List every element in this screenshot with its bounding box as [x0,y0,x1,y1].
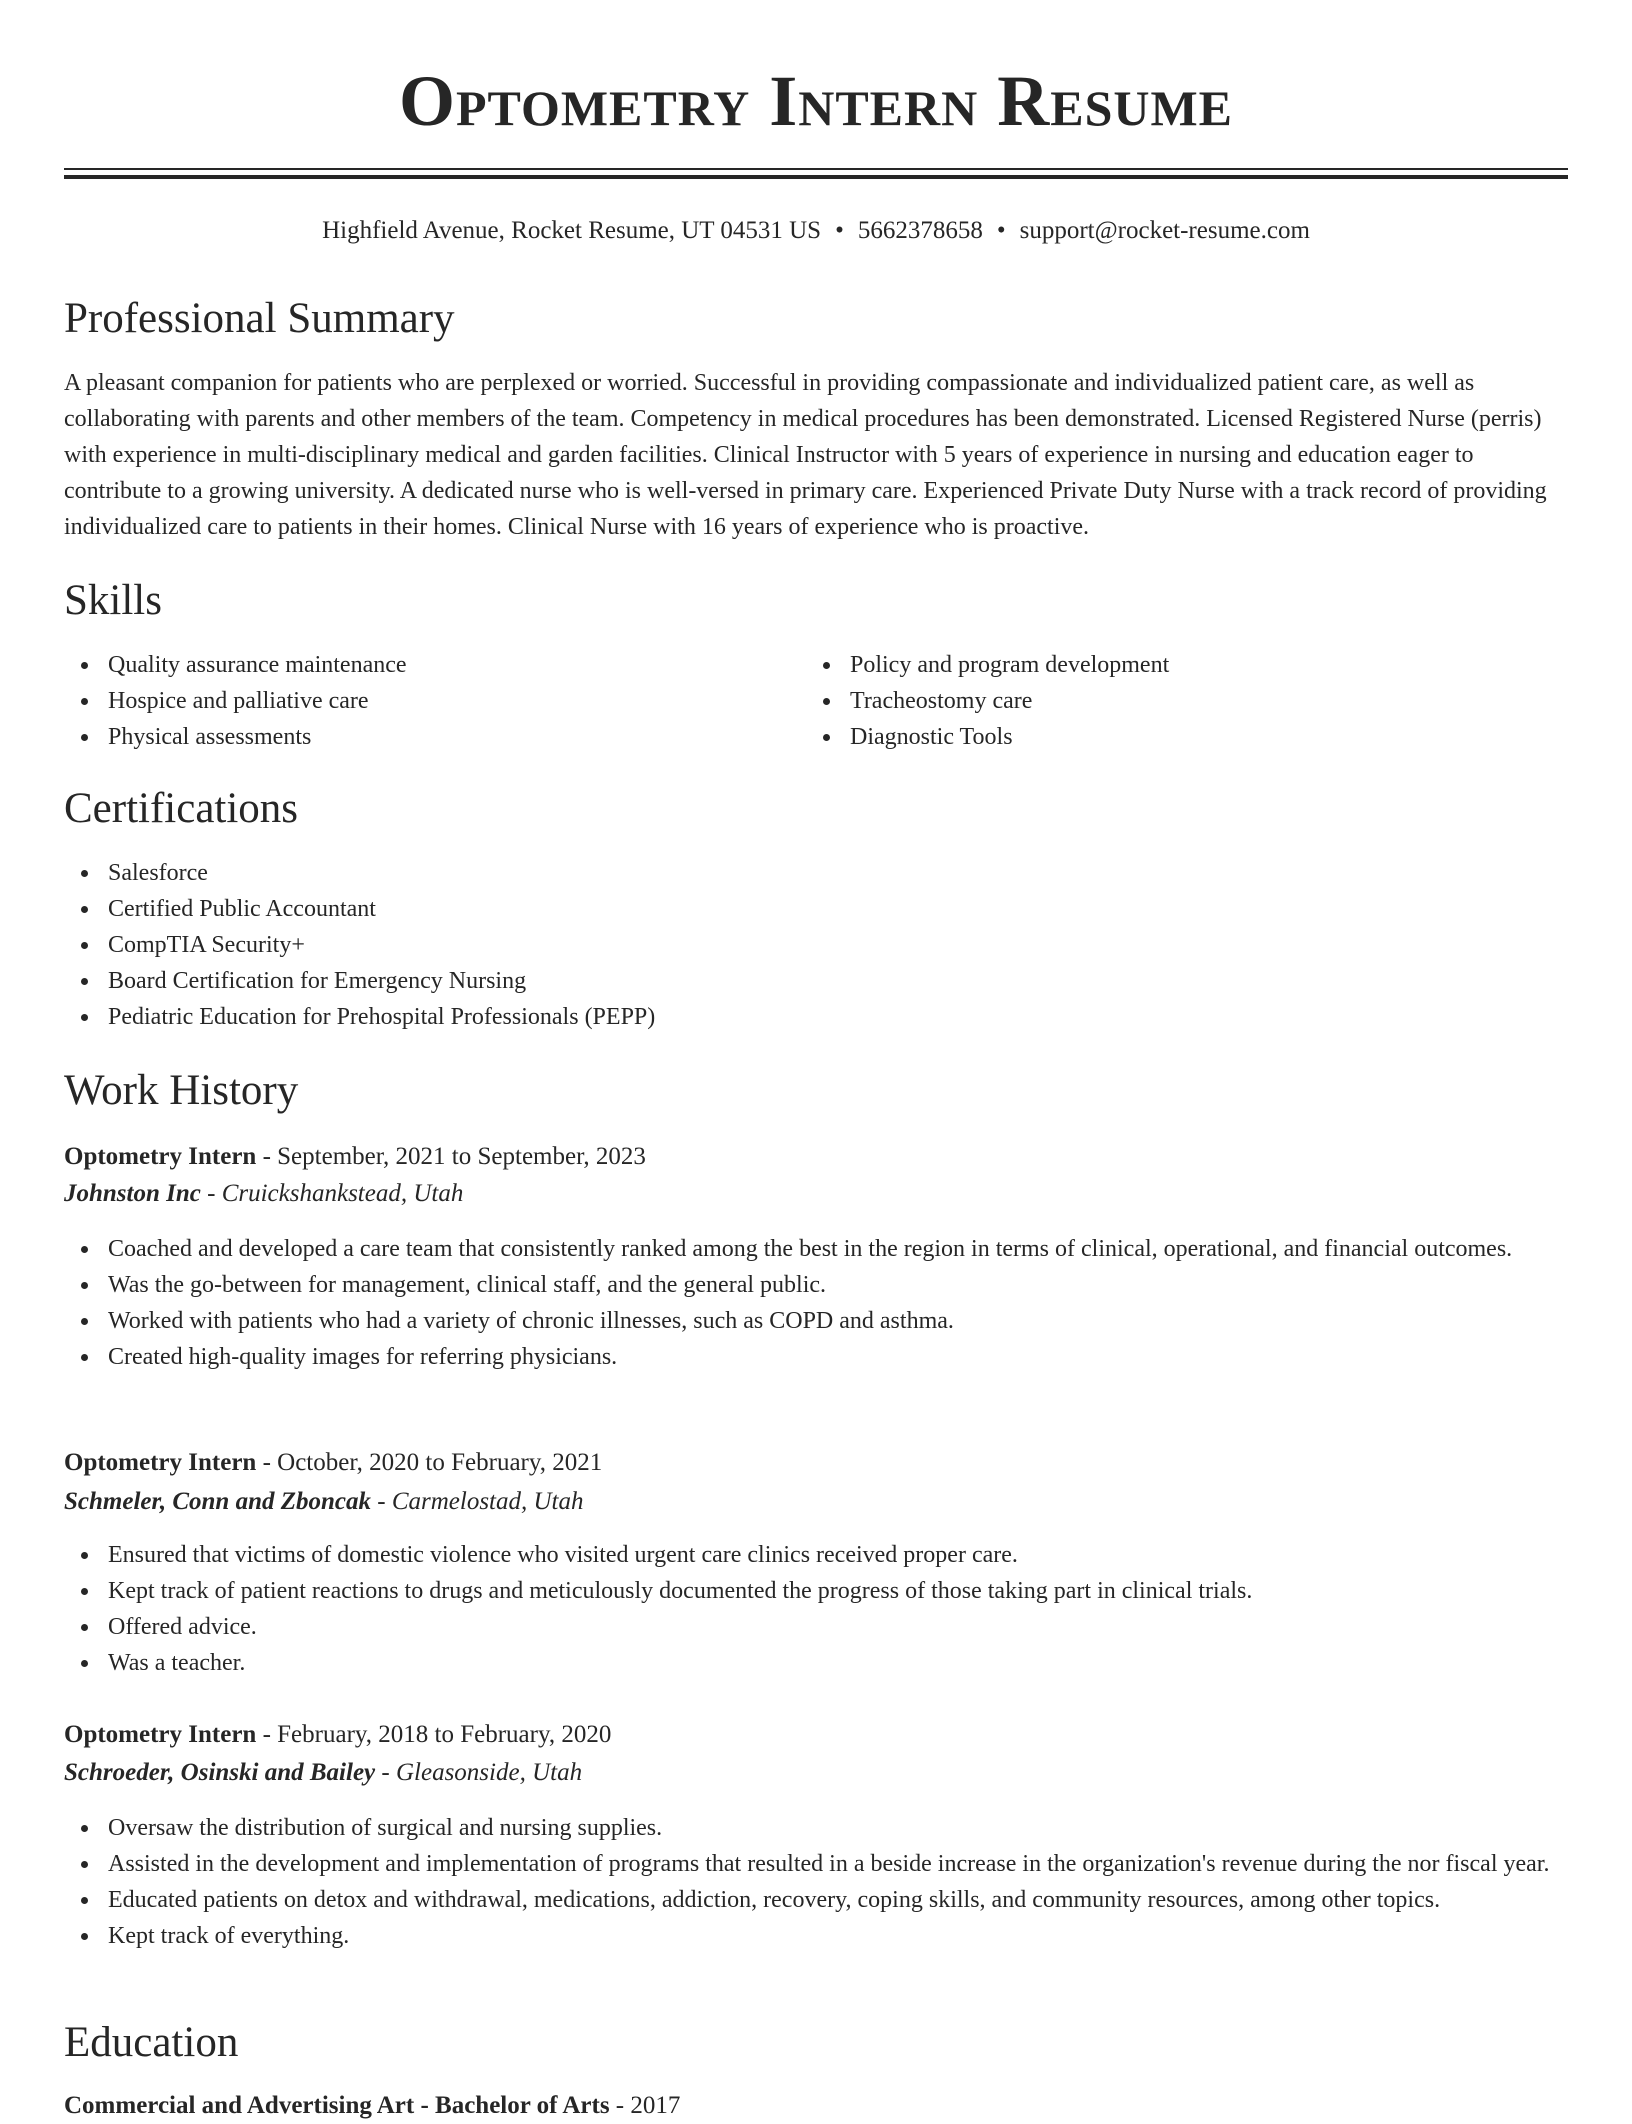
education-degree: Commercial and Advertising Art - Bachelor of Arts [64,2092,610,2119]
job-title: Optometry Intern [64,1449,257,1476]
skills-list-right [806,647,1550,755]
certification-item: CompTIA Security+ [108,927,1568,963]
certification-item: Board Certification for Emergency Nursing [108,963,1568,999]
title-divider-thick [64,175,1568,179]
certification-item: Certified Public Accountant [108,891,1568,927]
job-company: Johnston Inc [64,1180,201,1207]
job-company: Schmeler, Conn and Zboncak [64,1488,371,1515]
skills-list-left [64,647,808,755]
summary-text: A pleasant companion for patients who are perplexed or worried. Successful in providing compassionate and individualized patient care, as well as collaborating with parents and other members of the team. Competency in medical procedures has been demonstrated. Licensed Registered Nurse (perris) with experience in multi-disciplinary medical and garden facilities. Clinical Instructor with 5 years of experience in nursing and education eager to contribute to a growing university. A dedicated nurse who is well-versed in primary care. Experienced Private Duty Nurse with a track record of providing individualized care to patients in their homes. Clinical Nurse with 16 years of experience who is proactive. [64,370,1547,540]
job-bullet: Ensured that victims of domestic violence who visited urgent care clinics received proper care. [108,1537,1568,1573]
skill-item: Quality assurance maintenance [108,647,808,683]
education-line [64,2088,1568,2124]
job-bullet: Kept track of everything. [108,1918,1568,1954]
skill-item: Tracheostomy care [850,683,1550,719]
contact-email: support@rocket-resume.com [1019,217,1310,244]
summary-heading: Professional Summary [64,295,455,342]
job-bullets [64,1231,1568,1375]
skill-item: Diagnostic Tools [850,719,1550,755]
job-title-line [64,1445,1568,1481]
contact-address: Highfield Avenue, Rocket Resume, UT 04531 US [322,217,822,244]
job-dates: - September, 2021 to September, 2023 [256,1143,646,1170]
certification-item: Pediatric Education for Prehospital Professionals (PEPP) [108,999,1568,1035]
resume-title: Optometry Intern Resume [398,61,1234,141]
job-bullet: Assisted in the development and implementation of programs that resulted in a beside increase in the organization's revenue during the nor fiscal year. [108,1846,1568,1882]
work-history-heading: Work History [64,1067,299,1114]
skill-item: Policy and program development [850,647,1550,683]
contact-phone: 5662378658 [857,217,983,244]
job-bullet: Worked with patients who had a variety of chronic illnesses, such as COPD and asthma. [108,1303,1568,1339]
job-location: - Carmelostad, Utah [371,1488,584,1515]
job-bullet: Coached and developed a care team that consistently ranked among the best in the region in terms of clinical, operational, and financial outcomes. [108,1231,1568,1267]
contact-line [64,214,1568,248]
job-title: Optometry Intern [64,1143,257,1170]
skill-item: Hospice and palliative care [108,683,808,719]
job-bullet: Offered advice. [108,1609,1568,1645]
job-company-line [64,1484,1568,1520]
title-divider-thin [64,168,1568,170]
skill-item: Physical assessments [108,719,808,755]
certification-item: Salesforce [108,855,1568,891]
job-bullet: Created high-quality images for referring physicians. [108,1339,1568,1375]
certifications-heading: Certifications [64,785,299,832]
job-bullet: Kept track of patient reactions to drugs and meticulously documented the progress of those taking part in clinical trials. [108,1573,1568,1609]
job-company: Schroeder, Osinski and Bailey [64,1759,376,1786]
certifications-list [64,855,1568,1035]
job-bullets [64,1810,1568,1954]
job-company-line [64,1755,1568,1791]
job-bullet: Oversaw the distribution of surgical and nursing supplies. [108,1810,1568,1846]
contact-separator: • [996,217,1006,244]
job-bullet: Educated patients on detox and withdrawal, medications, addiction, recovery, coping skills, and community resources, among other topics. [108,1882,1568,1918]
job-title-line [64,1717,1568,1753]
job-dates: - February, 2018 to February, 2020 [256,1721,612,1748]
education-heading: Education [64,2019,239,2066]
job-bullets [64,1537,1568,1681]
contact-separator: • [835,217,844,244]
job-company-line [64,1176,1568,1212]
education-year: - 2017 [609,2092,681,2119]
skills-heading: Skills [64,577,162,624]
job-bullet: Was the go-between for management, clinical staff, and the general public. [108,1267,1568,1303]
job-location: - Cruickshankstead, Utah [200,1180,464,1207]
job-dates: - October, 2020 to February, 2021 [256,1449,603,1476]
job-bullet: Was a teacher. [108,1645,1568,1681]
job-location: - Gleasonside, Utah [375,1759,583,1786]
job-title-line [64,1139,1568,1175]
job-title: Optometry Intern [64,1721,257,1748]
